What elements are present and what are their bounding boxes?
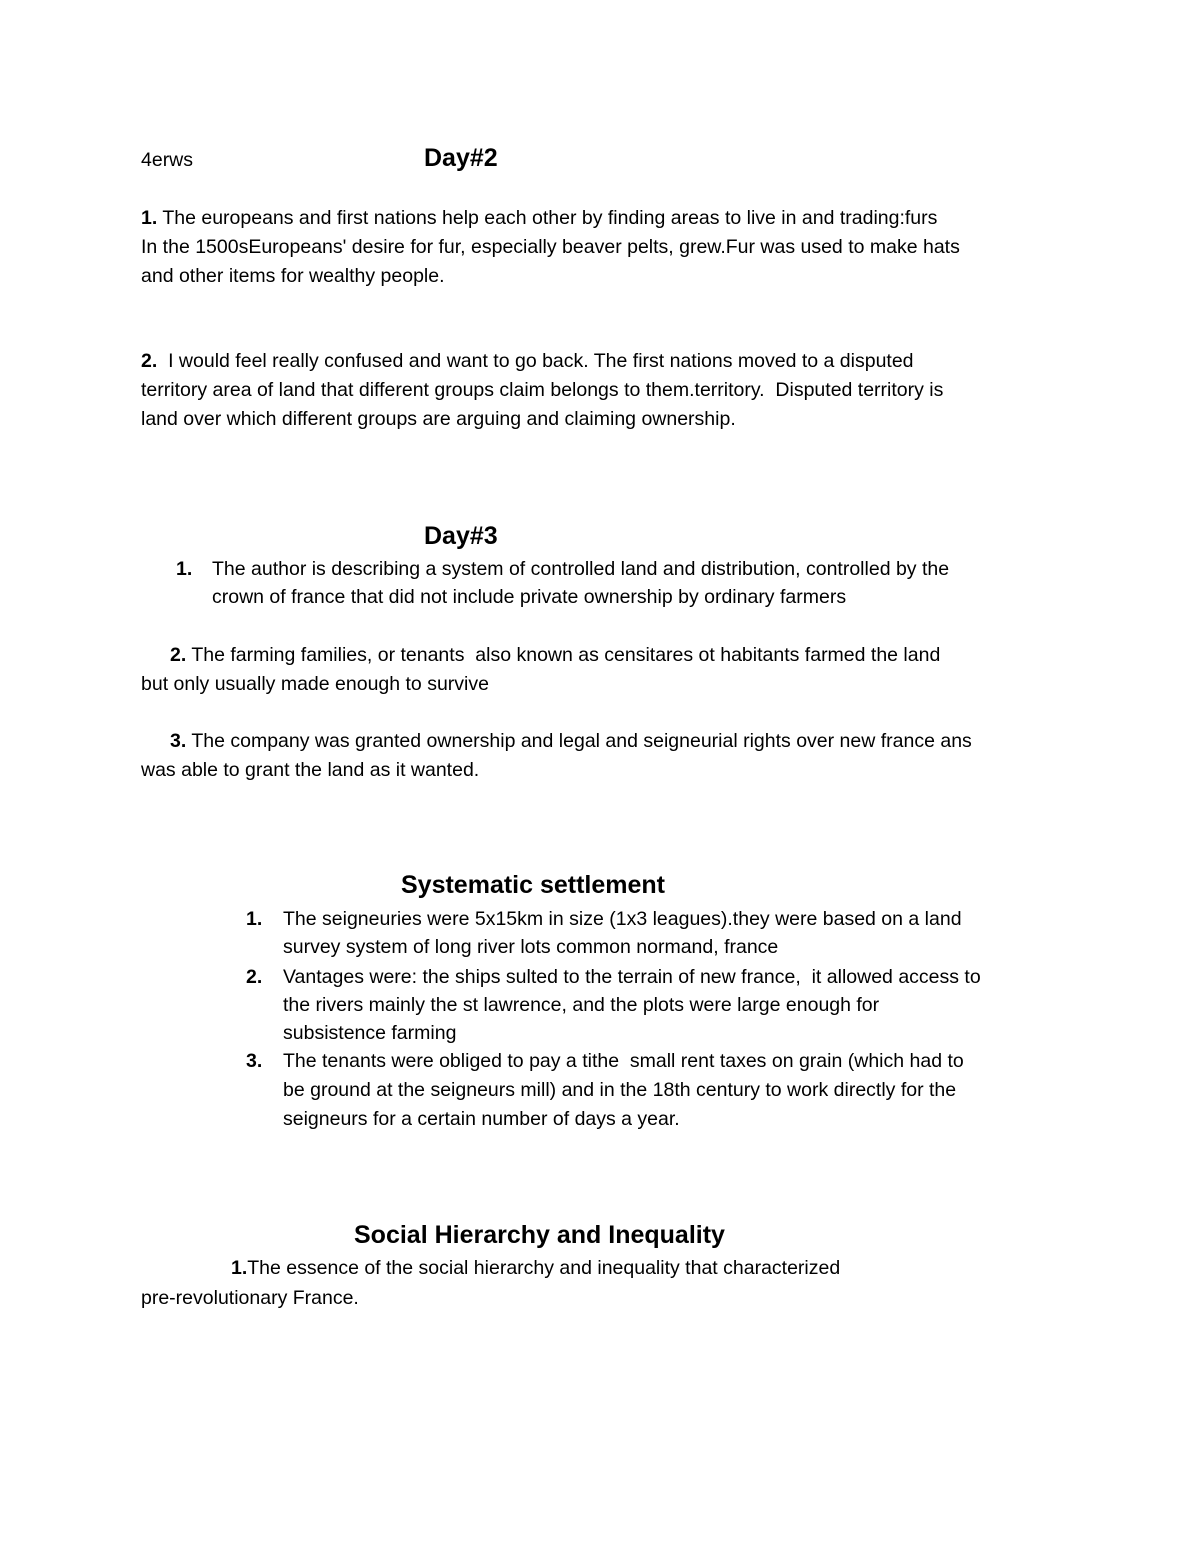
day3-heading: Day#3: [424, 522, 498, 550]
day2-answer-1-line-2: In the 1500sEuropeans' desire for fur, especially beaver pelts, grew.Fur was used to make hats: [141, 236, 960, 258]
settlement-item-3-line-3: seigneurs for a certain number of days a year.: [283, 1108, 680, 1130]
day3-answer-3-line-1: 3. The company was granted ownership and legal and seigneurial rights over new france ans: [170, 730, 972, 752]
settlement-item-2-number: 2.: [246, 966, 263, 988]
day3-answer-2-number: 2.: [170, 644, 187, 666]
day2-answer-2-line-3: land over which different groups are arguing and claiming ownership.: [141, 408, 736, 430]
settlement-item-3-number: 3.: [246, 1050, 263, 1072]
settlement-item-2-line-2: the rivers mainly the st lawrence, and the plots were large enough for: [283, 994, 880, 1016]
day2-answer-1-number: 1.: [141, 207, 158, 229]
day3-answer-3-line-2: was able to grant the land as it wanted.: [141, 759, 480, 781]
day2-answer-2-line-2: territory area of land that different groups claim belongs to them.territory. Disputed territory is: [141, 379, 944, 401]
settlement-item-2-line-3: subsistence farming: [283, 1022, 457, 1044]
settlement-item-1-line-2: survey system of long river lots common normand, france: [283, 936, 779, 958]
day3-answer-1-number: 1.: [176, 558, 193, 580]
day2-answer-2-line-1: 2. I would feel really confused and want to go back. The first nations moved to a disputed: [141, 350, 914, 372]
day3-answer-1-line-2: crown of france that did not include private ownership by ordinary farmers: [212, 586, 847, 608]
settlement-item-1-line-1: The seigneuries were 5x15km in size (1x3 leagues).they were based on a land: [283, 908, 962, 930]
day2-heading: Day#2: [424, 144, 498, 172]
settlement-item-2-line-1: Vantages were: the ships sulted to the terrain of new france, it allowed access to: [283, 966, 981, 988]
day3-answer-3-number: 3.: [170, 730, 187, 752]
settlement-heading: Systematic settlement: [401, 871, 666, 899]
day3-answer-1-line-1: The author is describing a system of controlled land and distribution, controlled by the: [212, 558, 950, 580]
student-name: 4erws: [141, 149, 194, 171]
day2-answer-1-line-3: and other items for wealthy people.: [141, 265, 445, 287]
hierarchy-answer-1-line-1: 1.The essence of the social hierarchy and inequality that characterized: [231, 1257, 841, 1279]
day2-answer-2-number: 2.: [141, 350, 158, 372]
hierarchy-answer-1-number: 1.: [231, 1257, 248, 1279]
settlement-item-3-line-1: The tenants were obliged to pay a tithe small rent taxes on grain (which had to: [283, 1050, 964, 1072]
hierarchy-heading: Social Hierarchy and Inequality: [354, 1221, 725, 1249]
day3-answer-2-line-2: but only usually made enough to survive: [141, 673, 489, 695]
settlement-item-1-number: 1.: [246, 908, 263, 930]
day3-answer-2-line-1: 2. The farming families, or tenants also known as censitares ot habitants farmed the land: [170, 644, 941, 666]
hierarchy-answer-1-line-2: pre-revolutionary France.: [141, 1287, 359, 1309]
settlement-item-3-line-2: be ground at the seigneurs mill) and in the 18th century to work directly for the: [283, 1079, 957, 1101]
day2-answer-1-line-1: 1. The europeans and first nations help each other by finding areas to live in and trading:furs: [141, 207, 938, 229]
